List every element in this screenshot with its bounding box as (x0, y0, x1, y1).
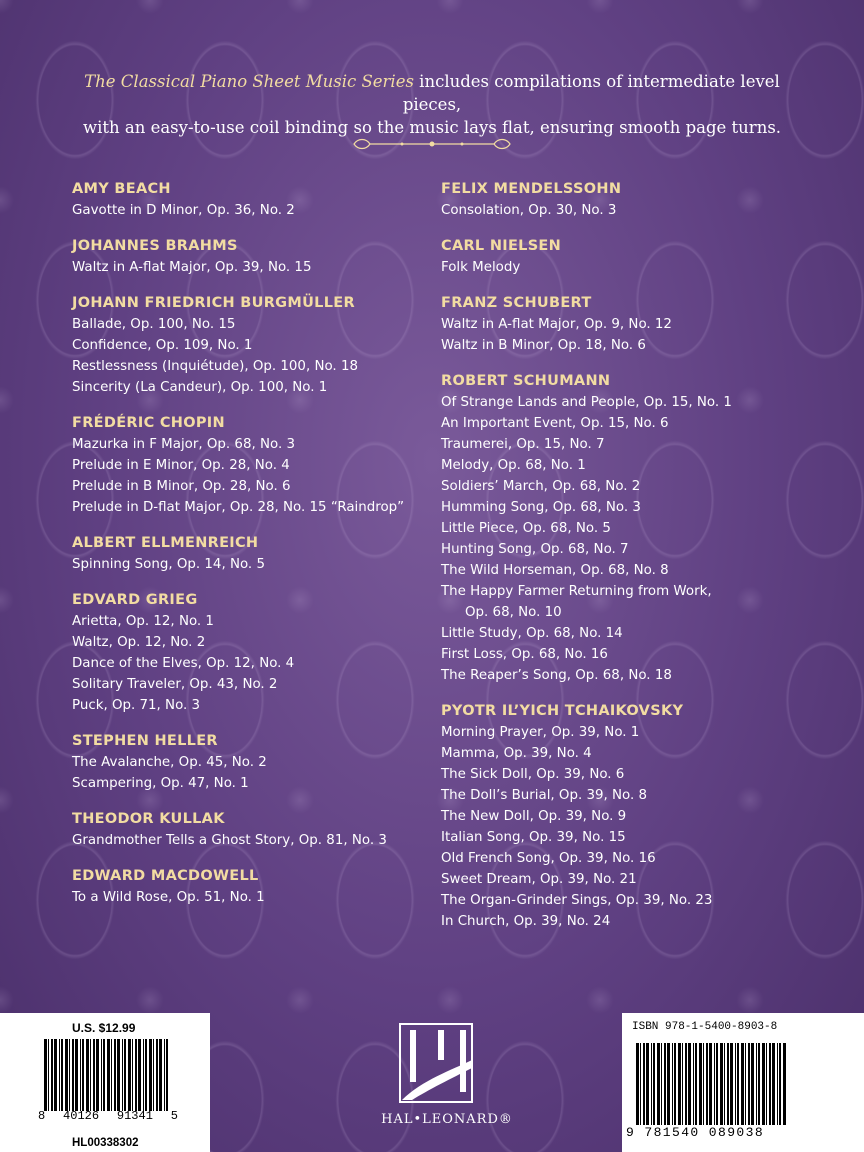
barcode-bar (741, 1043, 744, 1125)
piece-title: The Wild Horseman, Op. 68, No. 8 (441, 563, 669, 578)
barcode-bar (716, 1043, 718, 1125)
barcode-bar (61, 1039, 63, 1111)
ean-barcode-icon (636, 1043, 786, 1125)
barcode-bar (132, 1039, 133, 1111)
piece-title: Humming Song, Op. 68, No. 3 (441, 500, 641, 515)
piece-title: The Reaper’s Song, Op. 68, No. 18 (441, 668, 672, 683)
barcode-bar (128, 1039, 131, 1111)
barcode-bar (69, 1039, 70, 1111)
piece-title: The Doll’s Burial, Op. 39, No. 8 (441, 788, 648, 803)
barcode-bar (664, 1043, 666, 1125)
barcode-bar (699, 1043, 702, 1125)
composer-name: FRANZ SCHUBERT (441, 295, 592, 311)
barcode-bar (646, 1043, 649, 1125)
barcode-bar (714, 1043, 715, 1125)
barcode-bar (720, 1043, 723, 1125)
barcode-bar (145, 1039, 147, 1111)
composer-name: THEODOR KULLAK (72, 811, 225, 827)
barcode-bar (709, 1043, 712, 1125)
piece-title: Prelude in D-flat Major, Op. 28, No. 15 “Raindrop” (72, 500, 405, 515)
composer-section (441, 292, 801, 356)
barcode-bar (772, 1043, 775, 1125)
barcode-bar (103, 1039, 105, 1111)
barcode-bar (90, 1039, 91, 1111)
hal-leonard-logo-icon (372, 1020, 512, 1110)
composer-section (72, 178, 432, 221)
barcode-bar (706, 1043, 708, 1125)
piece-title: Arietta, Op. 12, No. 1 (72, 614, 214, 629)
barcode-bar (667, 1043, 670, 1125)
barcode-bar (153, 1039, 154, 1111)
ornament-divider-icon (352, 136, 512, 152)
barcode-bar (735, 1043, 736, 1125)
barcode-bar (640, 1043, 641, 1125)
composer-name: AMY BEACH (72, 181, 171, 197)
barcode-bar (117, 1039, 120, 1111)
piece-title: Sweet Dream, Op. 39, No. 21 (441, 872, 637, 887)
composer-name: ALBERT ELLMENREICH (72, 535, 259, 551)
barcode-bar (756, 1043, 757, 1125)
piece-title: Spinning Song, Op. 14, No. 5 (72, 557, 265, 572)
piece-title: The New Doll, Op. 39, No. 9 (441, 809, 627, 824)
contents-left-column (72, 178, 432, 922)
barcode-bar (101, 1039, 102, 1111)
piece-title: Mamma, Op. 39, No. 4 (441, 746, 592, 761)
composer-name: FRÉDÉRIC CHOPIN (72, 415, 225, 431)
barcode-bar (86, 1039, 89, 1111)
barcode-bar (164, 1039, 165, 1111)
barcode-bar (59, 1039, 60, 1111)
composer-name: EDWARD MACDOWELL (72, 868, 259, 884)
piece-title: Restlessness (Inquiétude), Op. 100, No. 18 (72, 359, 358, 374)
barcode-bar (737, 1043, 739, 1125)
barcode-bar (124, 1039, 126, 1111)
barcode-bar (643, 1043, 645, 1125)
piece-title: An Important Event, Op. 15, No. 6 (441, 416, 669, 431)
composer-section (441, 370, 801, 686)
piece-title: Ballade, Op. 100, No. 15 (72, 317, 236, 332)
intro-line-2: with an easy-to-use coil binding so the music lays flat, ensuring smooth page turns. (82, 118, 782, 137)
barcode-bar (672, 1043, 673, 1125)
composer-section (72, 589, 432, 716)
barcode-bar (674, 1043, 676, 1125)
barcode-bar (107, 1039, 110, 1111)
barcode-bar (703, 1043, 704, 1125)
barcode-bar (96, 1039, 99, 1111)
barcode-bar (758, 1043, 760, 1125)
composer-section (441, 700, 801, 932)
barcode-bar (682, 1043, 683, 1125)
hl-product-code: HL00338302 (72, 1137, 139, 1149)
barcode-bar (159, 1039, 162, 1111)
barcode-bar (82, 1039, 84, 1111)
piece-title: Dance of the Elves, Op. 12, No. 4 (72, 656, 295, 671)
barcode-bar (636, 1043, 639, 1125)
piece-title: Prelude in B Minor, Op. 28, No. 6 (72, 479, 291, 494)
intro-text (60, 70, 804, 139)
barcode-bar (114, 1039, 116, 1111)
barcode-bar (779, 1043, 781, 1125)
barcode-bar (730, 1043, 733, 1125)
barcode-bar (93, 1039, 95, 1111)
piece-title: In Church, Op. 39, No. 24 (441, 914, 611, 929)
piece-title: Grandmother Tells a Ghost Story, Op. 81, No. 3 (72, 833, 387, 848)
piece-title: The Sick Doll, Op. 39, No. 6 (441, 767, 625, 782)
composer-section (72, 730, 432, 794)
barcode-bar (54, 1039, 57, 1111)
piece-title: The Organ-Grinder Sings, Op. 39, No. 23 (441, 893, 713, 908)
barcode-bar (724, 1043, 725, 1125)
composer-name: JOHANNES BRAHMS (72, 238, 238, 254)
composer-section (72, 532, 432, 575)
piece-title: The Happy Farmer Returning from Work, (441, 584, 712, 599)
piece-title: Morning Prayer, Op. 39, No. 1 (441, 725, 640, 740)
piece-title: Hunting Song, Op. 68, No. 7 (441, 542, 629, 557)
barcode-bar (745, 1043, 746, 1125)
piece-title: Mazurka in F Major, Op. 68, No. 3 (72, 437, 295, 452)
barcode-bar (51, 1039, 53, 1111)
piece-title: Scampering, Op. 47, No. 1 (72, 776, 249, 791)
barcode-bar (122, 1039, 123, 1111)
piece-title: Folk Melody (441, 260, 521, 275)
barcode-bar (762, 1043, 765, 1125)
intro-line-1: includes compilations of intermediate level pieces, (402, 72, 780, 114)
barcode-bar (685, 1043, 687, 1125)
barcode-bar (72, 1039, 74, 1111)
barcode-bar (135, 1039, 137, 1111)
barcode-bar (777, 1043, 778, 1125)
barcode-bar (138, 1039, 141, 1111)
hal-leonard-wordmark: HAL•LEONARD® (381, 1112, 513, 1127)
composer-section (72, 865, 432, 908)
barcode-bar (149, 1039, 152, 1111)
composer-section (72, 235, 432, 278)
barcode-bar (766, 1043, 767, 1125)
piece-title: Little Piece, Op. 68, No. 5 (441, 521, 611, 536)
barcode-bar (143, 1039, 144, 1111)
barcode-bar (48, 1039, 49, 1111)
barcode-bar (65, 1039, 68, 1111)
barcode-bar (727, 1043, 729, 1125)
composer-name: ROBERT SCHUMANN (441, 373, 611, 389)
piece-title: Italian Song, Op. 39, No. 15 (441, 830, 626, 845)
piece-title: Consolation, Op. 30, No. 3 (441, 203, 617, 218)
piece-title: Waltz in A-flat Major, Op. 39, No. 15 (72, 260, 312, 275)
barcode-bar (695, 1043, 697, 1125)
piece-title: Waltz in A-flat Major, Op. 9, No. 12 (441, 317, 672, 332)
upc-barcode-icon (44, 1039, 168, 1111)
piece-title: Of Strange Lands and People, Op. 15, No. 1 (441, 395, 732, 410)
upc-digit-group: 91341 (116, 1109, 153, 1123)
composer-name: EDVARD GRIEG (72, 592, 198, 608)
barcode-bar (661, 1043, 662, 1125)
piece-title: Little Study, Op. 68, No. 14 (441, 626, 623, 641)
barcode-bar (166, 1039, 168, 1111)
upc-digit-group: 40126 (63, 1109, 100, 1123)
upc-digits (38, 1109, 178, 1123)
barcode-bar (693, 1043, 694, 1125)
composer-name: JOHANN FRIEDRICH BURGMÜLLER (72, 295, 355, 311)
upc-digit-group: 5 (170, 1109, 178, 1123)
piece-title: Confidence, Op. 109, No. 1 (72, 338, 253, 353)
composer-section (72, 412, 432, 518)
composer-name: PYOTR IL’YICH TCHAIKOVSKY (441, 703, 684, 719)
barcode-bar (783, 1043, 786, 1125)
price-label: U.S. $12.99 (72, 1021, 136, 1035)
upc-barcode-panel (0, 1013, 210, 1152)
piece-title: The Avalanche, Op. 45, No. 2 (72, 755, 267, 770)
barcode-bar (111, 1039, 112, 1111)
piece-title: To a Wild Rose, Op. 51, No. 1 (72, 890, 265, 905)
piece-title: Op. 68, No. 10 (465, 605, 562, 620)
composer-name: FELIX MENDELSSOHN (441, 181, 622, 197)
composer-name: CARL NIELSEN (441, 238, 562, 254)
piece-title: Sincerity (La Candeur), Op. 100, No. 1 (72, 380, 328, 395)
upc-digit-group: 8 (38, 1109, 46, 1123)
composer-section (441, 235, 801, 278)
piece-title: Waltz, Op. 12, No. 2 (72, 635, 206, 650)
piece-title: First Loss, Op. 68, No. 16 (441, 647, 608, 662)
barcode-bar (75, 1039, 78, 1111)
ean-digits: 9 781540 089038 (626, 1125, 765, 1140)
barcode-bar (156, 1039, 158, 1111)
barcode-bar (653, 1043, 655, 1125)
isbn-label: ISBN 978-1-5400-8903-8 (632, 1021, 778, 1033)
barcode-bar (678, 1043, 681, 1125)
piece-title: Soldiers’ March, Op. 68, No. 2 (441, 479, 641, 494)
barcode-bar (748, 1043, 750, 1125)
piece-title: Solitary Traveler, Op. 43, No. 2 (72, 677, 278, 692)
composer-name: STEPHEN HELLER (72, 733, 218, 749)
composer-section (441, 178, 801, 221)
barcode-bar (688, 1043, 691, 1125)
barcode-bar (44, 1039, 47, 1111)
contents-right-column (441, 178, 801, 946)
barcode-bar (657, 1043, 660, 1125)
composer-section (72, 292, 432, 398)
piece-title: Prelude in E Minor, Op. 28, No. 4 (72, 458, 290, 473)
composer-section (72, 808, 432, 851)
isbn-barcode-panel (622, 1013, 864, 1152)
barcode-bar (651, 1043, 652, 1125)
piece-title: Melody, Op. 68, No. 1 (441, 458, 586, 473)
piece-title: Waltz in B Minor, Op. 18, No. 6 (441, 338, 646, 353)
barcode-bar (751, 1043, 754, 1125)
piece-title: Old French Song, Op. 39, No. 16 (441, 851, 656, 866)
series-title: The Classical Piano Sheet Music Series (84, 72, 414, 91)
hal-leonard-logo (372, 1020, 512, 1140)
piece-title: Puck, Op. 71, No. 3 (72, 698, 201, 713)
piece-title: Gavotte in D Minor, Op. 36, No. 2 (72, 203, 295, 218)
barcode-bar (769, 1043, 771, 1125)
barcode-bar (80, 1039, 81, 1111)
piece-title: Traumerei, Op. 15, No. 7 (441, 437, 605, 452)
